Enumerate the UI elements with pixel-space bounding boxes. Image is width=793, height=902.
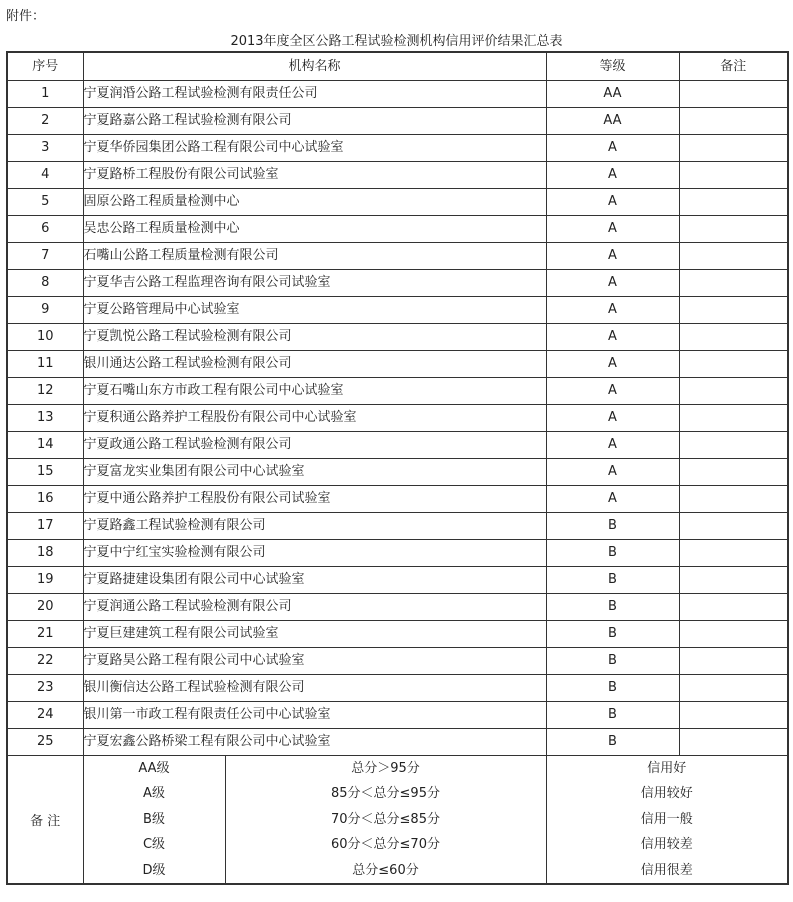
row-number: 9 (7, 297, 83, 324)
note-cell (679, 297, 788, 324)
organization-name: 宁夏富龙实业集团有限公司中心试验室 (83, 459, 546, 486)
row-number: 24 (7, 702, 83, 729)
table-row (7, 540, 788, 567)
grade: B (546, 621, 679, 648)
note-cell (679, 702, 788, 729)
table-row (7, 189, 788, 216)
grade: B (546, 675, 679, 702)
grade: A (546, 297, 679, 324)
organization-name: 宁夏路桥工程股份有限公司试验室 (83, 162, 546, 189)
grade: A (546, 351, 679, 378)
table-row (7, 297, 788, 324)
table-row (7, 270, 788, 297)
row-number: 13 (7, 405, 83, 432)
organization-name: 银川衡信达公路工程试验检测有限公司 (83, 675, 546, 702)
organization-name: 宁夏宏鑫公路桥梁工程有限公司中心试验室 (83, 729, 546, 756)
organization-name: 宁夏路捷建设集团有限公司中心试验室 (83, 567, 546, 594)
table-row (7, 648, 788, 675)
legend-label: 备 注 (7, 756, 83, 884)
grade: A (546, 459, 679, 486)
note-cell (679, 378, 788, 405)
note-cell (679, 270, 788, 297)
legend-row (7, 756, 788, 884)
row-number: 20 (7, 594, 83, 621)
row-number: 6 (7, 216, 83, 243)
organization-name: 宁夏中通公路养护工程股份有限公司试验室 (83, 486, 546, 513)
row-number: 4 (7, 162, 83, 189)
table-row (7, 567, 788, 594)
table-row (7, 378, 788, 405)
legend-credits-cell (546, 756, 788, 884)
note-cell (679, 135, 788, 162)
row-number: 11 (7, 351, 83, 378)
row-number: 3 (7, 135, 83, 162)
row-number: 17 (7, 513, 83, 540)
row-number: 18 (7, 540, 83, 567)
header-note: 备注 (679, 52, 788, 81)
credit-rating-table (6, 51, 789, 885)
table-row (7, 513, 788, 540)
grade: A (546, 189, 679, 216)
organization-name: 宁夏路嘉公路工程试验检测有限公司 (83, 108, 546, 135)
note-cell (679, 351, 788, 378)
organization-name: 银川第一市政工程有限责任公司中心试验室 (83, 702, 546, 729)
legend-score-item: 85分＜总分≤95分 (331, 786, 440, 802)
row-number: 23 (7, 675, 83, 702)
grade: AA (546, 108, 679, 135)
table-row (7, 351, 788, 378)
header-no: 序号 (7, 52, 83, 81)
table-row (7, 324, 788, 351)
grade: A (546, 162, 679, 189)
row-number: 21 (7, 621, 83, 648)
row-number: 2 (7, 108, 83, 135)
grade: AA (546, 81, 679, 108)
note-cell (679, 432, 788, 459)
note-cell (679, 216, 788, 243)
legend-credit-item: 信用较差 (640, 837, 693, 853)
legend-levels-cell (83, 756, 225, 884)
table-row (7, 675, 788, 702)
legend-scores-cell (225, 756, 546, 884)
row-number: 15 (7, 459, 83, 486)
table-row (7, 135, 788, 162)
grade: A (546, 432, 679, 459)
note-cell (679, 243, 788, 270)
legend-credit-item: 信用一般 (640, 811, 693, 827)
note-cell (679, 675, 788, 702)
note-cell (679, 567, 788, 594)
grade: A (546, 243, 679, 270)
note-cell (679, 729, 788, 756)
row-number: 5 (7, 189, 83, 216)
row-number: 14 (7, 432, 83, 459)
organization-name: 银川通达公路工程试验检测有限公司 (83, 351, 546, 378)
grade: B (546, 648, 679, 675)
organization-name: 宁夏路昊公路工程有限公司中心试验室 (83, 648, 546, 675)
organization-name: 宁夏公路管理局中心试验室 (83, 297, 546, 324)
grade: A (546, 405, 679, 432)
legend-credit-item: 信用很差 (640, 862, 693, 878)
row-number: 10 (7, 324, 83, 351)
table-row (7, 162, 788, 189)
note-cell (679, 81, 788, 108)
header-grade: 等级 (546, 52, 679, 81)
grade: A (546, 135, 679, 162)
organization-name: 宁夏巨建建筑工程有限公司试验室 (83, 621, 546, 648)
legend-credit-item: 信用较好 (640, 786, 693, 802)
legend-level-item: B级 (143, 811, 165, 827)
note-cell (679, 540, 788, 567)
note-cell (679, 108, 788, 135)
organization-name: 石嘴山公路工程质量检测有限公司 (83, 243, 546, 270)
note-cell (679, 405, 788, 432)
grade: B (546, 513, 679, 540)
note-cell (679, 594, 788, 621)
organization-name: 宁夏石嘴山东方市政工程有限公司中心试验室 (83, 378, 546, 405)
row-number: 1 (7, 81, 83, 108)
table-row (7, 81, 788, 108)
note-cell (679, 324, 788, 351)
organization-name: 宁夏政通公路工程试验检测有限公司 (83, 432, 546, 459)
grade: A (546, 378, 679, 405)
table-row (7, 459, 788, 486)
legend-score-item: 总分＞95分 (351, 761, 420, 776)
table-row (7, 216, 788, 243)
table-row (7, 729, 788, 756)
legend-score-item: 70分＜总分≤85分 (331, 811, 440, 827)
row-number: 25 (7, 729, 83, 756)
row-number: 19 (7, 567, 83, 594)
grade: B (546, 702, 679, 729)
header-name: 机构名称 (83, 52, 546, 81)
legend-score-item: 总分≤60分 (352, 862, 419, 878)
row-number: 16 (7, 486, 83, 513)
table-row (7, 621, 788, 648)
legend-level-item: D级 (142, 862, 166, 878)
grade: B (546, 729, 679, 756)
organization-name: 宁夏凯悦公路工程试验检测有限公司 (83, 324, 546, 351)
table-row (7, 486, 788, 513)
grade: B (546, 540, 679, 567)
organization-name: 固原公路工程质量检测中心 (83, 189, 546, 216)
grade: A (546, 324, 679, 351)
organization-name: 吴忠公路工程质量检测中心 (83, 216, 546, 243)
row-number: 7 (7, 243, 83, 270)
grade: B (546, 567, 679, 594)
legend-level-item: AA级 (138, 761, 170, 776)
note-cell (679, 162, 788, 189)
grade: A (546, 486, 679, 513)
organization-name: 宁夏路鑫工程试验检测有限公司 (83, 513, 546, 540)
note-cell (679, 459, 788, 486)
grade: B (546, 594, 679, 621)
organization-name: 宁夏积通公路养护工程股份有限公司中心试验室 (83, 405, 546, 432)
organization-name: 宁夏华吉公路工程监理咨询有限公司试验室 (83, 270, 546, 297)
row-number: 22 (7, 648, 83, 675)
grade: A (546, 270, 679, 297)
organization-name: 宁夏润通公路工程试验检测有限公司 (83, 594, 546, 621)
row-number: 12 (7, 378, 83, 405)
legend-score-item: 60分＜总分≤70分 (331, 837, 440, 853)
legend-credit-item: 信用好 (647, 761, 687, 776)
table-row (7, 405, 788, 432)
grade: A (546, 216, 679, 243)
table-row (7, 243, 788, 270)
note-cell (679, 189, 788, 216)
table-header-row (7, 52, 788, 81)
organization-name: 宁夏中宁红宝实验检测有限公司 (83, 540, 546, 567)
table-row (7, 432, 788, 459)
table-row (7, 108, 788, 135)
table-row (7, 702, 788, 729)
note-cell (679, 648, 788, 675)
legend-level-item: A级 (143, 786, 165, 802)
attachment-label: 附件： (6, 9, 46, 24)
organization-name: 宁夏润涽公路工程试验检测有限责任公司 (83, 81, 546, 108)
document-title: 2013年度全区公路工程试验检测机构信用评价结果汇总表 (230, 34, 563, 49)
note-cell (679, 513, 788, 540)
table-row (7, 594, 788, 621)
legend-level-item: C级 (142, 837, 166, 853)
row-number: 8 (7, 270, 83, 297)
note-cell (679, 486, 788, 513)
organization-name: 宁夏华侨园集团公路工程有限公司中心试验室 (83, 135, 546, 162)
note-cell (679, 621, 788, 648)
